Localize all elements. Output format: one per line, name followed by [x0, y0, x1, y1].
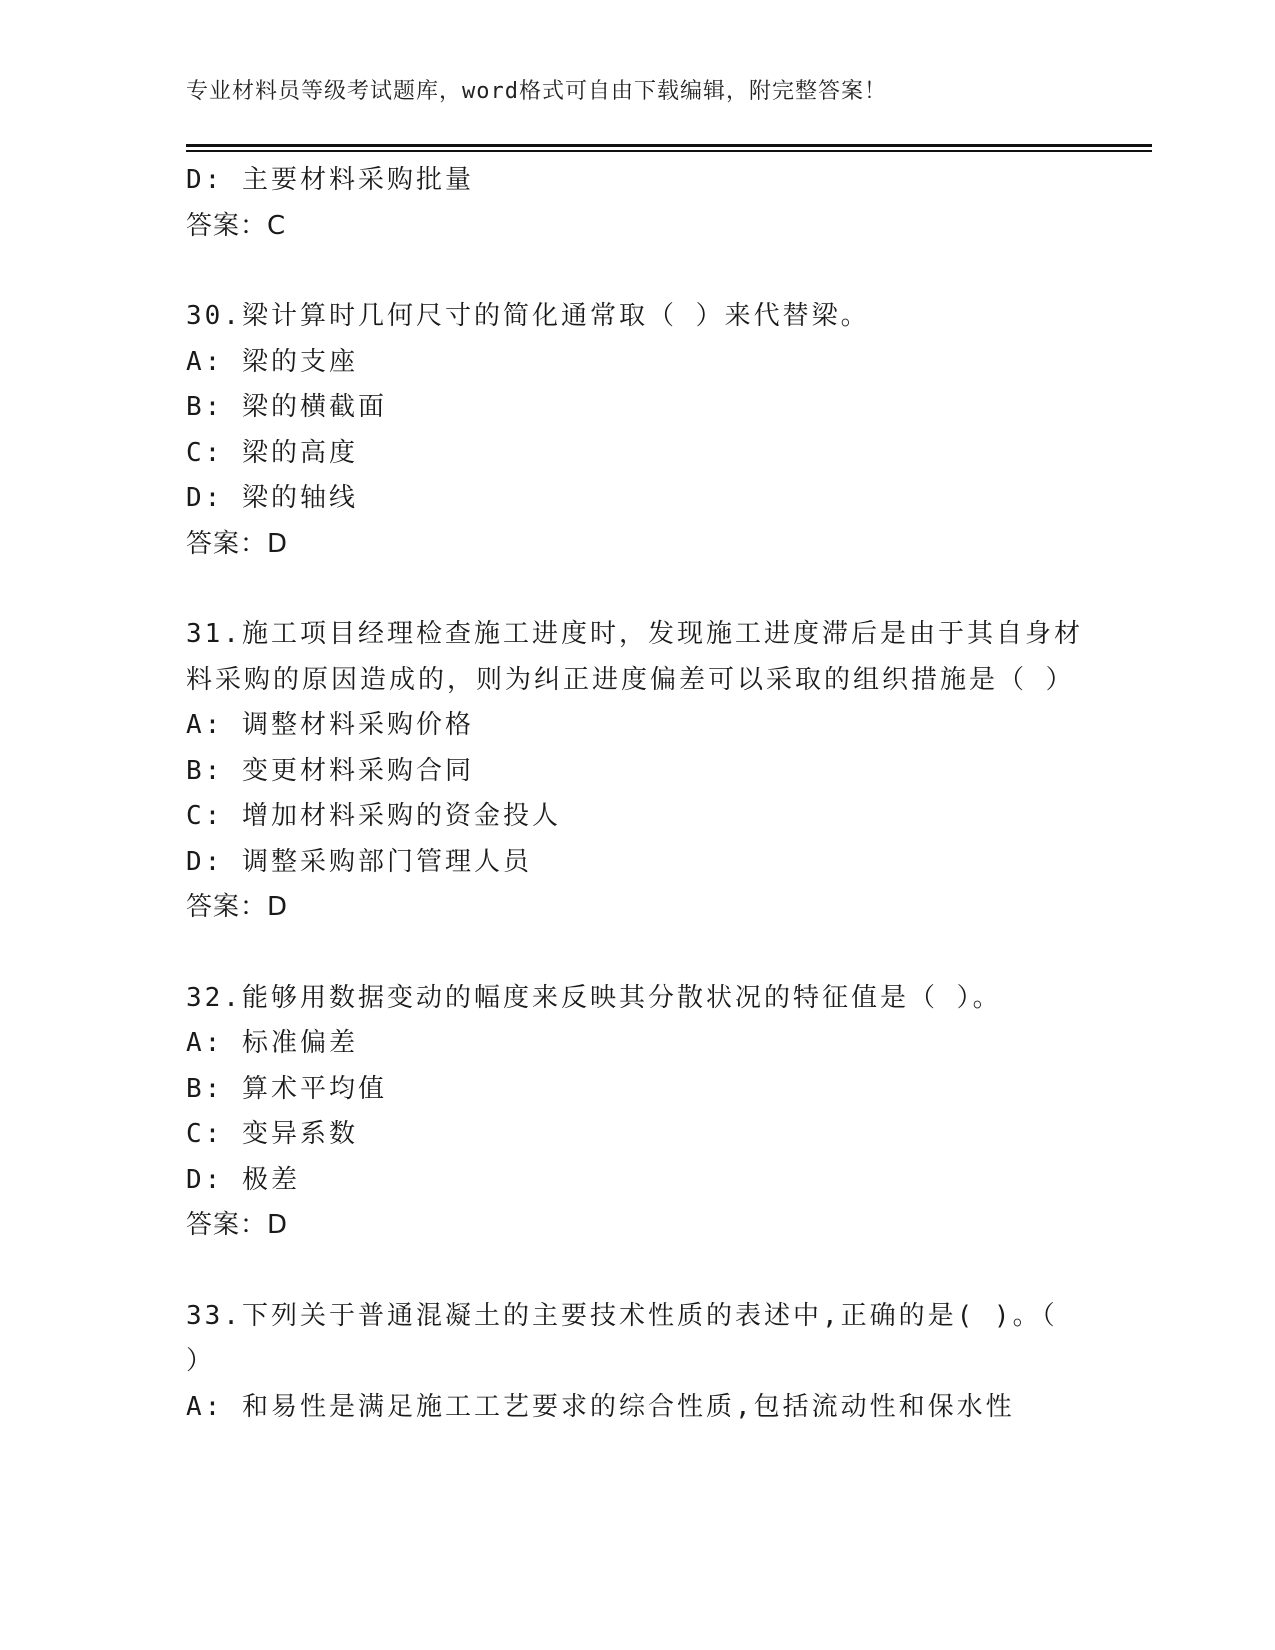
option-a: A: 和易性是满足施工工艺要求的综合性质,包括流动性和保水性 [186, 1391, 1015, 1422]
option-b: B: 变更材料采购合同 [186, 755, 474, 786]
question-31 [186, 612, 1086, 931]
question-stem: 30.梁计算时几何尺寸的简化通常取（ ）来代替梁。 [186, 301, 870, 331]
page-header: 专业材料员等级考试题库，word格式可自由下载编辑，附完整答案！ [186, 79, 887, 104]
option-a: A: 梁的支座 [186, 346, 358, 377]
option-d: D: 梁的轴线 [186, 483, 358, 513]
option-b: B: 梁的横截面 [186, 392, 387, 422]
question-32 [186, 976, 1086, 1249]
question-stem: 33.下列关于普通混凝土的主要技术性质的表述中,正确的是( )。（ ） [186, 1300, 1058, 1376]
question-33 [186, 1294, 1086, 1431]
answer: 答案：D [186, 528, 289, 559]
answer: 答案：C [186, 210, 287, 241]
header-rule-thin [186, 150, 1152, 152]
option-a: A: 标准偏差 [186, 1028, 358, 1058]
option-c: C: 梁的高度 [186, 437, 358, 468]
question-stem: 31.施工项目经理检查施工进度时，发现施工进度滞后是由于其自身材料采购的原因造成的，则为纠正进度偏差可以采取的组织措施是（ ） [186, 619, 1083, 695]
option-c: C: 变异系数 [186, 1119, 358, 1149]
option-d: D: 极差 [186, 1164, 300, 1195]
option-d: D: 主要材料采购批量 [186, 165, 474, 195]
option-a: A: 调整材料采购价格 [186, 710, 474, 740]
header-rule-thick [186, 144, 1152, 147]
question-stem: 32.能够用数据变动的幅度来反映其分散状况的特征值是（ ）。 [186, 982, 1002, 1013]
option-b: B: 算术平均值 [186, 1073, 387, 1104]
question-list [186, 158, 1086, 1430]
option-d: D: 调整采购部门管理人员 [186, 846, 532, 877]
question-30 [186, 294, 1086, 567]
answer: 答案：D [186, 1210, 289, 1240]
option-c: C: 增加材料采购的资金投人 [186, 801, 561, 831]
answer: 答案：D [186, 892, 289, 922]
